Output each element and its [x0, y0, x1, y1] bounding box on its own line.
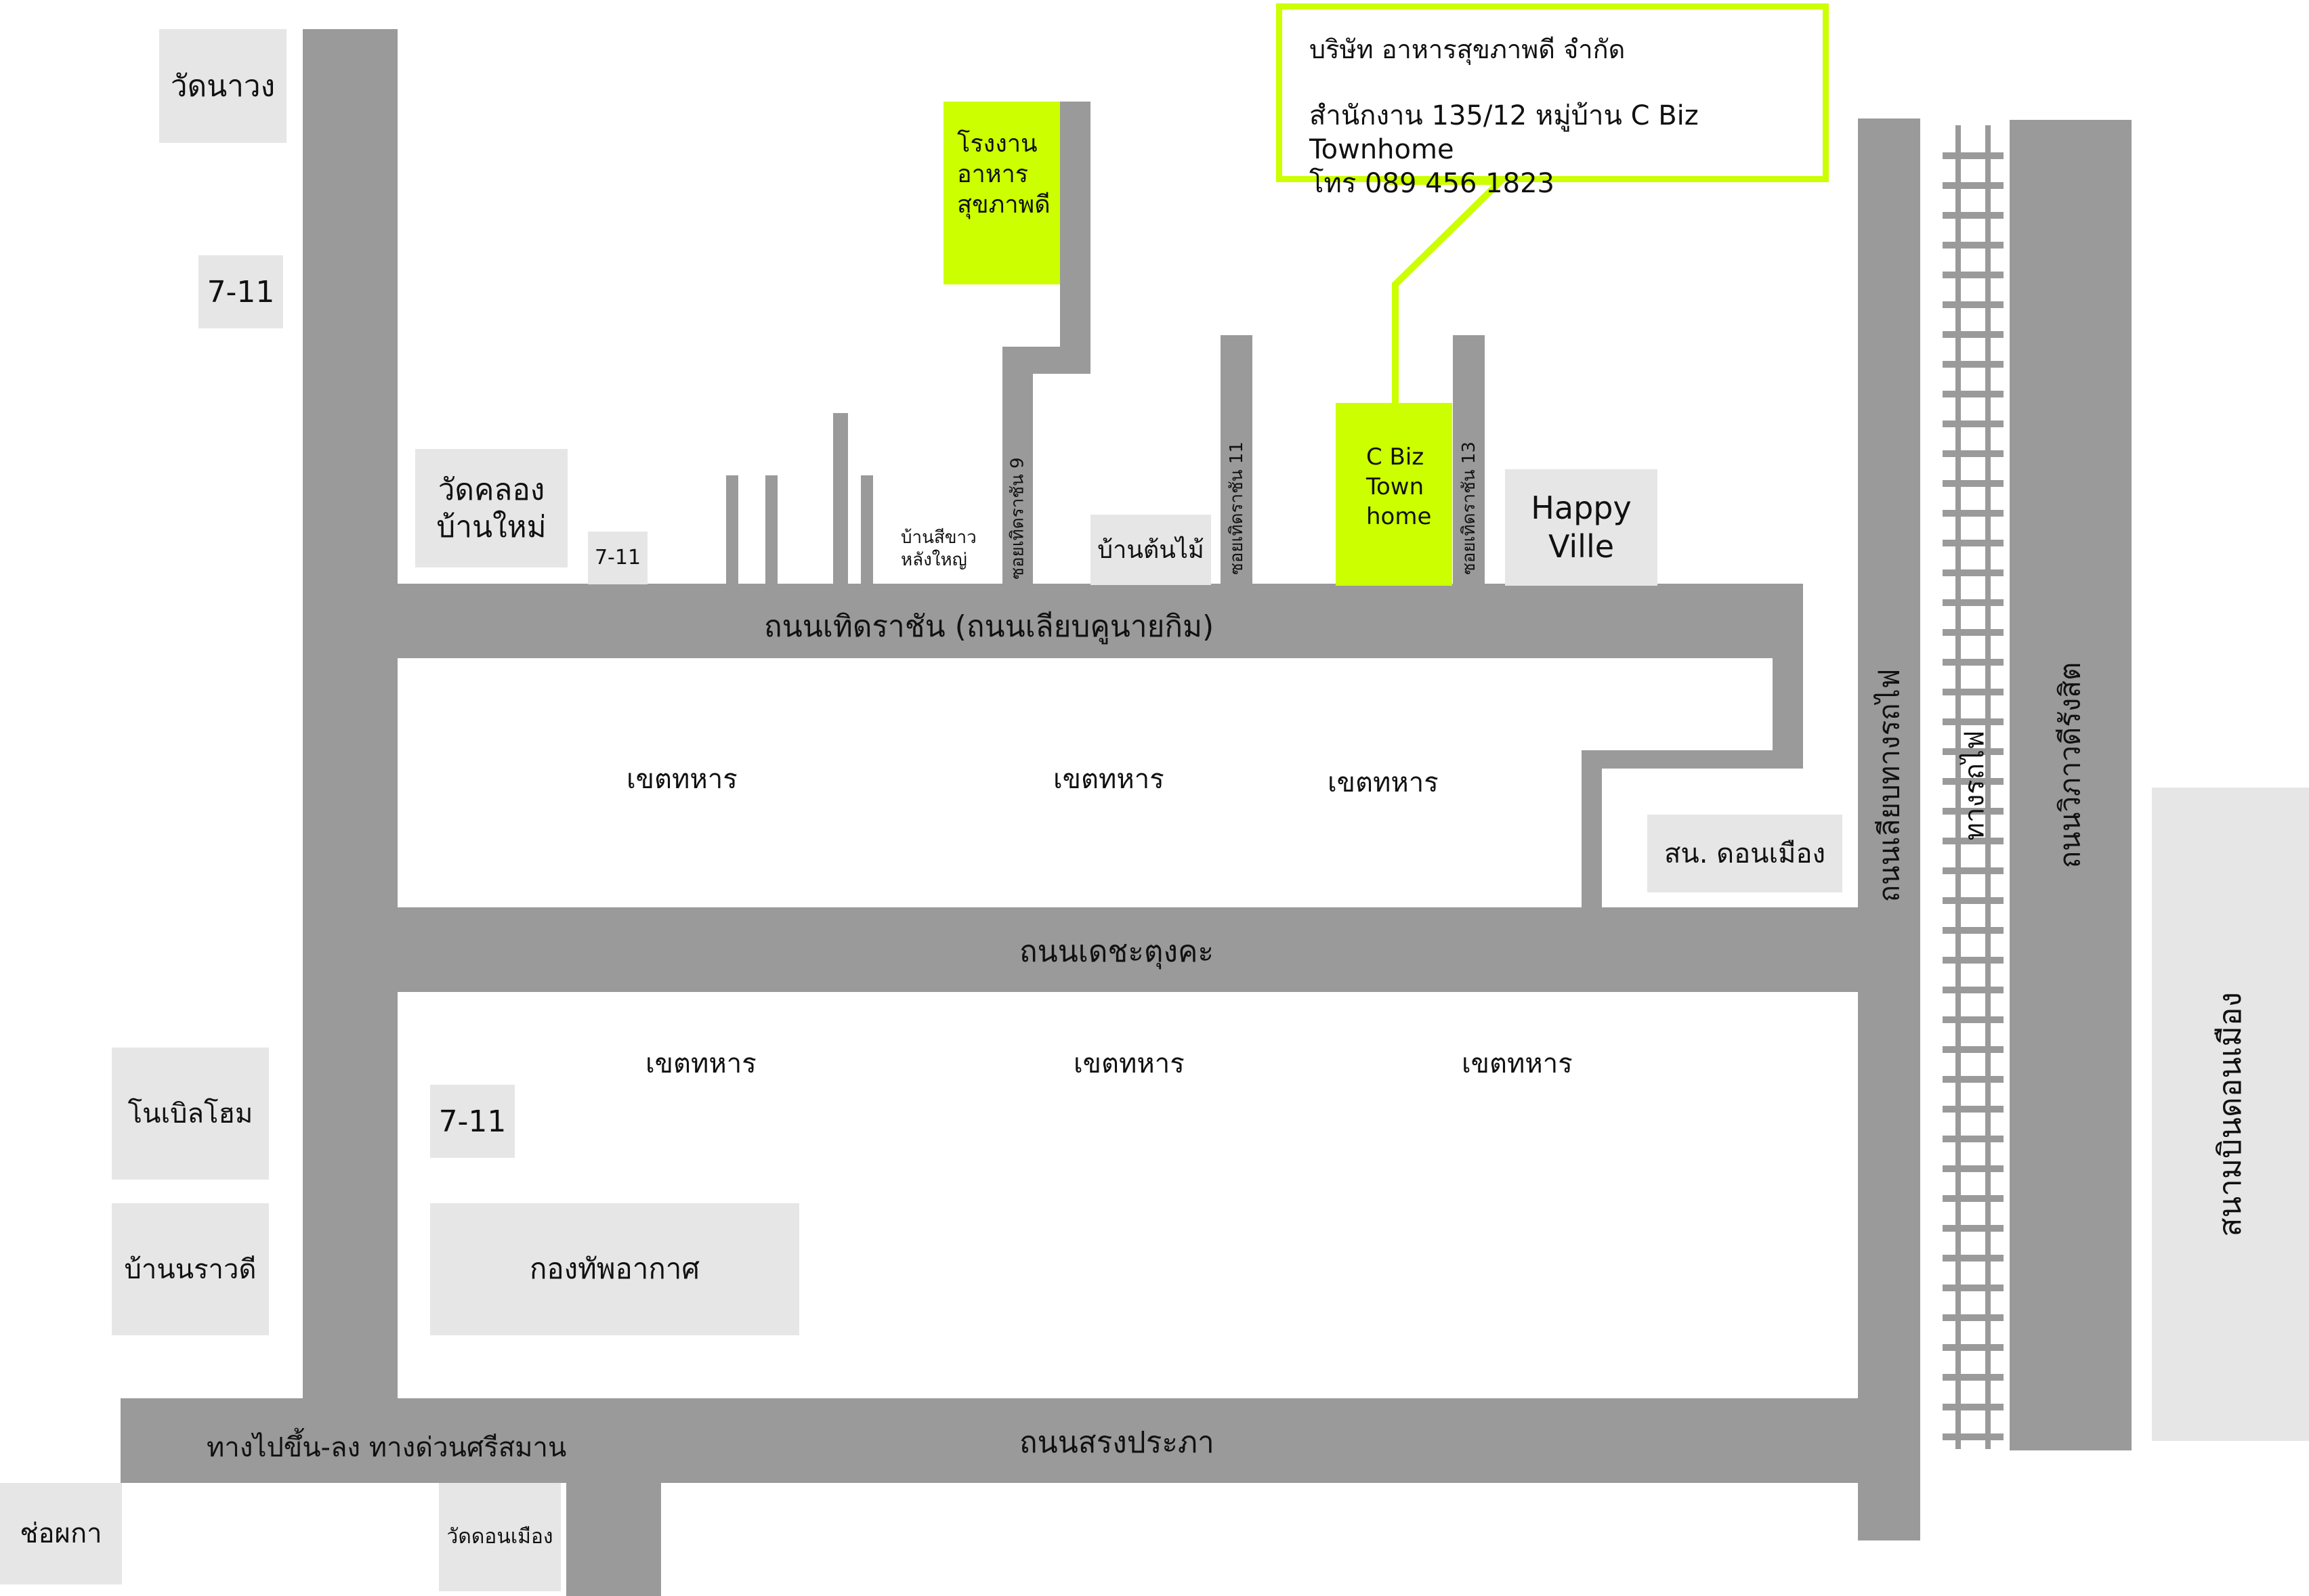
factory-line3: สุขภาพดี [957, 191, 1051, 219]
cbiz-line1: C Biz [1366, 444, 1424, 471]
railway-label: ทางรถไฟ [1959, 730, 1990, 841]
soi-13-label: ซอยเทิดราชัน 13 [1459, 441, 1479, 575]
soi-11-label-wrap [1221, 440, 1252, 576]
happy-ville-line1: Happy [1531, 489, 1632, 526]
wat-khlong-line1: วัดคลอง [438, 472, 545, 507]
wat-don-mueang-label: วัดดอนเมือง [446, 1525, 553, 1549]
soi-13-label-wrap [1453, 440, 1485, 576]
vibhavadi-label-wrap [2039, 653, 2101, 877]
railway-label-wrap [1946, 718, 2001, 853]
military-zone-1: เขตทหาร [627, 764, 738, 795]
military-zone-6: เขตทหาร [1462, 1048, 1573, 1079]
soi-9-label-wrap [1002, 456, 1033, 580]
ban-si-khao-label [901, 527, 977, 571]
ban-ton-mai-label: บ้านต้นไม้ [1097, 536, 1204, 564]
soi-9-label: ซอยเทิดราชัน 9 [1008, 456, 1029, 580]
company-info-box [1276, 3, 1829, 199]
wat-nawong-label: วัดนาวง [170, 68, 276, 104]
military-zone-4: เขตทหาร [645, 1048, 757, 1079]
company-phone: โทร 089 456 1823 [1309, 167, 1554, 199]
ban-si-khao-line2: หลังใหญ่ [901, 549, 967, 570]
airport-label: สนามบินดอนเมือง [2211, 991, 2249, 1237]
factory-line1: โรงงาน [957, 130, 1038, 158]
company-office: สำนักงาน 135/12 หมู่บ้าน C Biz Townhome [1309, 100, 1699, 165]
noble-home-label: โนเบิลโฮม [127, 1098, 253, 1129]
police-station-label: สน. ดอนเมือง [1664, 838, 1826, 869]
soi-11-label: ซอยเทิดราชัน 11 [1227, 441, 1247, 575]
ban-narawadi-label: บ้านนราวดี [124, 1253, 257, 1285]
cbiz-line3: home [1366, 503, 1432, 531]
wat-khlong-line2: บ้านใหม่ [436, 509, 547, 544]
rail-side-road-label: ถนนเลียบทางรถไฟ [1872, 668, 1905, 903]
det-tung-kha-road-label: ถนนเดชะตุงคะ [1019, 934, 1214, 969]
happy-ville-line2: Ville [1548, 528, 1615, 565]
military-zone-2: เขตทหาร [1053, 764, 1164, 795]
seven-eleven-top-label: 7-11 [207, 274, 275, 309]
military-zone-5: เขตทหาร [1074, 1048, 1185, 1079]
company-name: บริษัท อาหารสุขภาพดี จำกัด [1309, 35, 1626, 64]
air-force-label: กองทัพอากาศ [529, 1252, 700, 1286]
cho-phaka-label: ช่อผกา [20, 1518, 102, 1549]
song-prapha-road-label: ถนนสรงประภา [1019, 1425, 1214, 1460]
thoet-rachan-road-label: ถนนเทิดราชัน (ถนนเลียบคูนายกิม) [764, 609, 1214, 644]
seven-eleven-bottom-label: 7-11 [438, 1104, 507, 1139]
ban-si-khao-line1: บ้านสีขาว [901, 527, 977, 548]
expressway-label: ทางไปขึ้น-ลง ทางด่วนศรีสมาน [207, 1432, 567, 1463]
callout-line [1392, 179, 1500, 403]
cbiz-line2: Town [1366, 473, 1424, 501]
factory-line2: อาหาร [957, 160, 1029, 188]
military-zone-3: เขตทหาร [1328, 767, 1439, 798]
vibhavadi-label: ถนนวิภาวดีรังสิต [2053, 662, 2087, 869]
seven-eleven-small-label: 7-11 [594, 546, 641, 570]
rail-side-road-label-wrap [1861, 668, 1917, 903]
